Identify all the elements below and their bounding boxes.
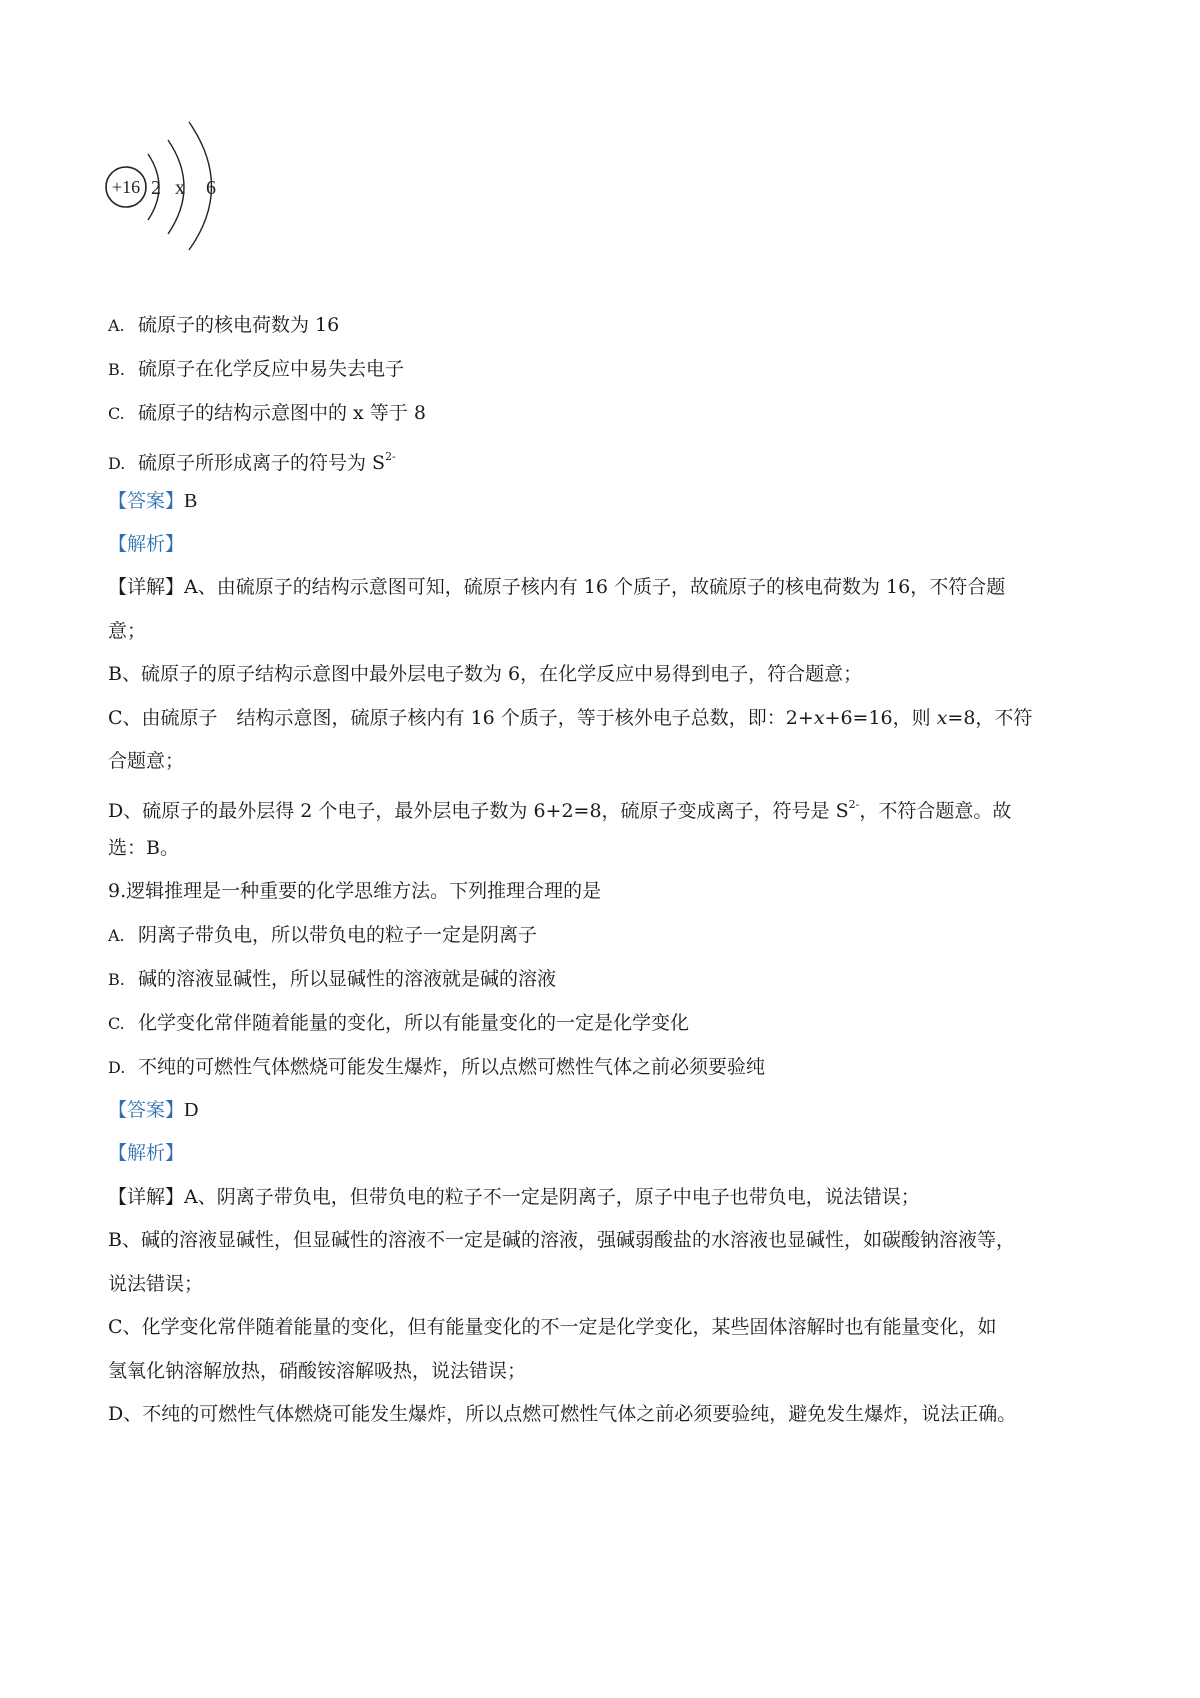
option-text: 化学变化常伴随着能量的变化，所以有能量变化的一定是化学变化 bbox=[138, 1012, 690, 1034]
q9-detail-b-line2: 说法错误； bbox=[108, 1273, 204, 1295]
q9-option-b bbox=[108, 966, 1118, 993]
option-letter: C. bbox=[108, 404, 125, 423]
answer-tag: 【答案】 bbox=[108, 1099, 185, 1121]
q9-detail-b-line1: B、碱的溶液显碱性，但显碱性的溶液不一定是碱的溶液，强碱弱酸盐的水溶液也显碱性，如碳酸钠溶液等， bbox=[108, 1229, 1015, 1251]
q8-option-c bbox=[108, 400, 1118, 427]
q8-detail-d-line2: 选：B。 bbox=[108, 837, 179, 859]
detail-text: C、由硫原子 结构示意图，硫原子核内有 16 个质子，等于核外电子总数，即：2+ bbox=[108, 707, 814, 729]
superscript: 2- bbox=[848, 798, 860, 811]
option-letter: D. bbox=[108, 454, 126, 473]
q8-answer bbox=[108, 488, 1118, 514]
shell-2-electrons: x bbox=[175, 177, 185, 199]
option-letter: A. bbox=[108, 316, 125, 335]
q8-option-a bbox=[108, 312, 1118, 339]
q9-detail-c-line2: 氢氧化钠溶解放热，硝酸铵溶解吸热，说法错误； bbox=[108, 1360, 527, 1382]
q9-detail-c-line1: C、化学变化常伴随着能量的变化，但有能量变化的不一定是化学变化，某些固体溶解时也有能量变化，如 bbox=[108, 1316, 997, 1338]
variable-x: x bbox=[813, 707, 825, 729]
option-letter: C. bbox=[108, 1014, 125, 1033]
detail-text: =8，不符 bbox=[947, 707, 1033, 729]
q9-option-a bbox=[108, 922, 1118, 949]
detail-text: +6=16，则 bbox=[824, 707, 937, 729]
option-text: 碱的溶液显碱性，所以显碱性的溶液就是碱的溶液 bbox=[138, 968, 557, 990]
option-letter: D. bbox=[108, 1058, 126, 1077]
q8-analysis-tag bbox=[108, 531, 1118, 557]
option-text: 硫原子的核电荷数为 16 bbox=[138, 314, 340, 336]
q8-detail-c-line1 bbox=[108, 705, 1118, 731]
detail-text: D、硫原子的最外层得 2 个电子，最外层电子数为 6+2=8，硫原子变成离子，符号是 S bbox=[108, 800, 849, 822]
analysis-tag: 【解析】 bbox=[108, 1142, 185, 1164]
q9-analysis-tag bbox=[108, 1140, 1118, 1166]
option-letter: B. bbox=[108, 360, 125, 379]
option-text: 不纯的可燃性气体燃烧可能发生爆炸，所以点燃可燃性气体之前必须要验纯 bbox=[138, 1056, 766, 1078]
q8-option-b bbox=[108, 356, 1118, 383]
answer-tag: 【答案】 bbox=[108, 490, 185, 512]
analysis-tag: 【解析】 bbox=[108, 533, 185, 555]
q8-option-d bbox=[108, 444, 1118, 477]
shell-3-electrons: 6 bbox=[206, 177, 216, 199]
q8-detail-d-line1 bbox=[108, 792, 1118, 824]
option-text: 硫原子所形成离子的符号为 S bbox=[138, 452, 386, 474]
option-letter: B. bbox=[108, 970, 125, 989]
q9-detail-a-line: 【详解】A、阴离子带负电，但带负电的粒子不一定是阴离子，原子中电子也带负电，说法错误； bbox=[108, 1186, 920, 1208]
option-text: 阴离子带负电，所以带负电的粒子一定是阴离子 bbox=[138, 924, 538, 946]
answer-value: D bbox=[184, 1099, 199, 1121]
q9-detail-d-line: D、不纯的可燃性气体燃烧可能发生爆炸，所以点燃可燃性气体之前必须要验纯，避免发生爆炸，说法正确。 bbox=[108, 1403, 1017, 1425]
q8-detail-b-line: B、硫原子的原子结构示意图中最外层电子数为 6，在化学反应中易得到电子，符合题意； bbox=[108, 663, 863, 685]
option-text: 硫原子的结构示意图中的 x 等于 8 bbox=[138, 402, 426, 424]
answer-value: B bbox=[184, 490, 198, 512]
q9-option-d bbox=[108, 1054, 1118, 1081]
shell-1-electrons: 2 bbox=[151, 177, 161, 199]
option-text: 硫原子在化学反应中易失去电子 bbox=[138, 358, 405, 380]
option-letter: A. bbox=[108, 926, 125, 945]
q9-stem: 9.逻辑推理是一种重要的化学思维方法。下列推理合理的是 bbox=[108, 880, 602, 902]
q9-answer bbox=[108, 1097, 1118, 1123]
variable-x: x bbox=[936, 707, 948, 729]
q8-detail-a-line1: 【详解】A、由硫原子的结构示意图可知，硫原子核内有 16 个质子，故硫原子的核电荷数为 16，不符合题 bbox=[108, 576, 1006, 598]
detail-text: ，不符合题意。故 bbox=[859, 800, 1012, 822]
sulfur-atom-structure-diagram bbox=[104, 110, 244, 260]
q9-option-c bbox=[108, 1010, 1118, 1037]
superscript: 2- bbox=[385, 450, 396, 463]
q8-detail-a-line2: 意； bbox=[108, 620, 147, 642]
q8-detail-c-line2: 合题意； bbox=[108, 750, 185, 772]
nucleus-charge: +16 bbox=[111, 177, 141, 197]
